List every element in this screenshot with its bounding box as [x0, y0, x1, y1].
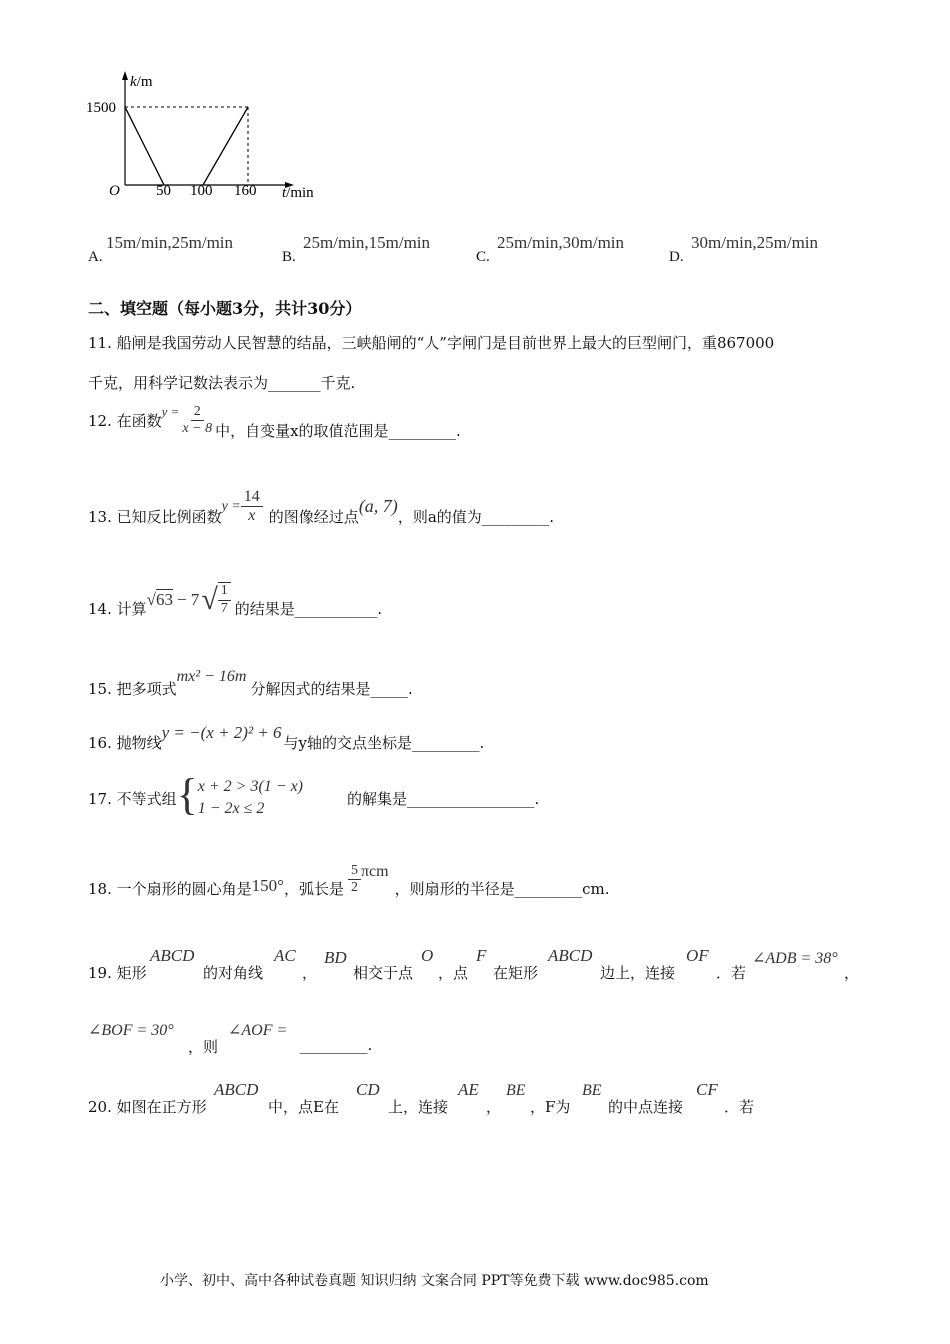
q16-prefix: 16. 抛物线 [88, 734, 162, 752]
question-16 [88, 718, 484, 753]
q20-cd: CD [356, 1080, 380, 1099]
x-tick-100: 100 [190, 183, 213, 199]
q18-mid: ，弧长是 [283, 880, 344, 898]
q18-numerator: 5 [348, 863, 361, 880]
distance-time-graph [80, 68, 340, 208]
q13-numerator: 14 [241, 488, 263, 507]
question-11-line-2: 千克，用科学记数法表示为_______千克. [88, 374, 356, 392]
q18-unit: πcm [360, 862, 389, 880]
q14-denominator: 7 [220, 600, 228, 616]
q13-prefix: 13. 已知反比例函数 [88, 508, 222, 526]
q19-text-5: 边上，连接 [600, 964, 676, 982]
q19-blank: _________. [300, 1036, 373, 1054]
q18-prefix: 18. 一个扇形的圆心角是 [88, 880, 252, 898]
x-axis-label: t/min [282, 185, 314, 201]
segment-descending [125, 107, 164, 185]
q19-angle-bof: ∠BOF = 30° [88, 1022, 174, 1039]
q17-ineq-1: x + 2 > 3(1 − x) [197, 778, 303, 795]
q14-suffix: 的结果是___________. [234, 600, 383, 618]
q20-be: BE [506, 1082, 526, 1099]
question-20 [88, 1080, 788, 1120]
q17-prefix: 17. 不等式组 [88, 789, 177, 808]
option-c-label: C. [476, 249, 490, 265]
option-a-value: 15m/min,25m/min [106, 233, 234, 252]
q19-prefix: 19. 矩形 [88, 964, 147, 982]
origin-label: O [109, 183, 120, 199]
q20-text-3: ，F为 [530, 1098, 571, 1116]
x-tick-160: 160 [234, 183, 257, 199]
q17-ineq-2: 1 − 2x ≤ 2 [197, 800, 265, 817]
q19-ac: AC [274, 946, 296, 965]
question-18 [88, 860, 609, 899]
q14-sqrt-63: √63 [146, 589, 173, 609]
option-c-value: 25m/min,30m/min [497, 233, 625, 252]
option-a-label: A. [88, 249, 103, 265]
q19-text-6: ．若 [716, 964, 747, 982]
q14-prefix: 14. 计算 [88, 600, 147, 618]
option-b-value: 25m/min,15m/min [303, 233, 431, 252]
q19-text-3: ，点 [438, 964, 469, 982]
question-14 [88, 580, 382, 619]
q16-expr: y = −(x + 2)² + 6 [161, 722, 282, 742]
q19-o: O [421, 946, 434, 965]
option-d-value: 30m/min,25m/min [691, 233, 819, 252]
q15-suffix: 分解因式的结果是_____. [250, 680, 413, 698]
page-footer: 小学、初中、高中各种试卷真题 知识归纳 文案合同 PPT等免费下载 www.doc985.com [160, 1273, 709, 1289]
q12-denominator: x − 8 [182, 421, 213, 436]
q20-prefix: 20. 如图在正方形 [88, 1098, 207, 1116]
q20-text-4: 的中点连接 [608, 1098, 684, 1116]
y-axis-arrow [122, 71, 128, 80]
q20-text-2: 上，连接 [388, 1098, 449, 1116]
q18-fraction [348, 863, 361, 896]
question-12 [88, 400, 461, 441]
q14-radicand: 63 [155, 589, 173, 609]
q18-angle: 150° [251, 875, 284, 895]
q17-brace: { [176, 770, 198, 819]
q20-comma: ， [486, 1098, 502, 1116]
q13-point: (a, 7) [358, 496, 398, 516]
q19-of: OF [686, 946, 709, 965]
question-11-line-1: 11. 船闸是我国劳动人民智慧的结晶，三峡船闸的“人”字闸门是目前世界上最大的巨型闸门，重867000 [88, 334, 775, 352]
q20-text-1: 中，点E在 [268, 1098, 339, 1116]
q19-comma-end: ， [844, 964, 860, 982]
q14-minus: − 7 [176, 589, 200, 609]
q19-text-2: 相交于点 [353, 964, 414, 982]
q12-prefix: 12. 在函数 [88, 412, 162, 430]
q19-f: F [476, 946, 487, 965]
question-19-line-2 [88, 1020, 488, 1060]
q19-abcd-2: ABCD [548, 946, 593, 965]
q13-fraction [241, 488, 263, 526]
q15-prefix: 15. 把多项式 [88, 680, 177, 698]
q14-sqrt-sign: √ [201, 582, 218, 616]
q20-text-5: ．若 [724, 1098, 755, 1116]
q13-mid: 的图像经过点 [268, 508, 359, 526]
q14-fraction [218, 582, 231, 616]
y-axis-label: k/m [130, 74, 153, 90]
q13-suffix: ，则a的值为_________. [397, 508, 555, 526]
question-15 [88, 660, 413, 699]
y-tick-1500: 1500 [86, 100, 116, 116]
q17-suffix: 的解集是_________________. [347, 789, 540, 808]
q15-expr: mx² − 16m [176, 667, 247, 685]
q20-ae: AE [458, 1080, 479, 1099]
q12-y: y = [161, 403, 180, 419]
question-19-line-1 [88, 946, 868, 986]
q17-system [198, 776, 303, 820]
q19-text-1: 的对角线 [203, 964, 264, 982]
q18-denominator: 2 [350, 880, 358, 895]
q12-numerator: 2 [191, 404, 204, 421]
q12-fraction [179, 404, 215, 437]
option-b-label: B. [282, 249, 296, 265]
x-tick-50: 50 [156, 183, 171, 199]
q16-suffix: 与y轴的交点坐标是_________. [283, 734, 485, 752]
q19-bd: BD [324, 948, 347, 967]
q20-abcd: ABCD [214, 1080, 259, 1099]
q12-suffix: 中，自变量x的取值范围是_________. [215, 422, 461, 440]
option-d-label: D. [669, 249, 684, 265]
q13-y: y = [221, 498, 241, 514]
q19-angle-adb: ∠ADB = 38° [752, 950, 838, 967]
q19-text-4: 在矩形 [493, 964, 539, 982]
segment-ascending [203, 107, 248, 185]
q19-angle-aof: ∠AOF = [228, 1022, 288, 1039]
q19-comma: ， [302, 964, 318, 982]
q19-abcd: ABCD [150, 946, 195, 965]
q20-be-2: BE [582, 1082, 602, 1099]
section-title: 二、填空题（每小题3分，共计30分） [88, 299, 362, 318]
question-17 [88, 770, 540, 820]
q18-suffix: ，则扇形的半径是_________cm. [394, 880, 610, 898]
q13-denominator: x [248, 507, 256, 524]
question-13 [88, 486, 554, 527]
q19-text-7: ，则 [188, 1038, 219, 1056]
q20-cf: CF [696, 1080, 718, 1099]
q14-numerator: 1 [218, 583, 231, 600]
